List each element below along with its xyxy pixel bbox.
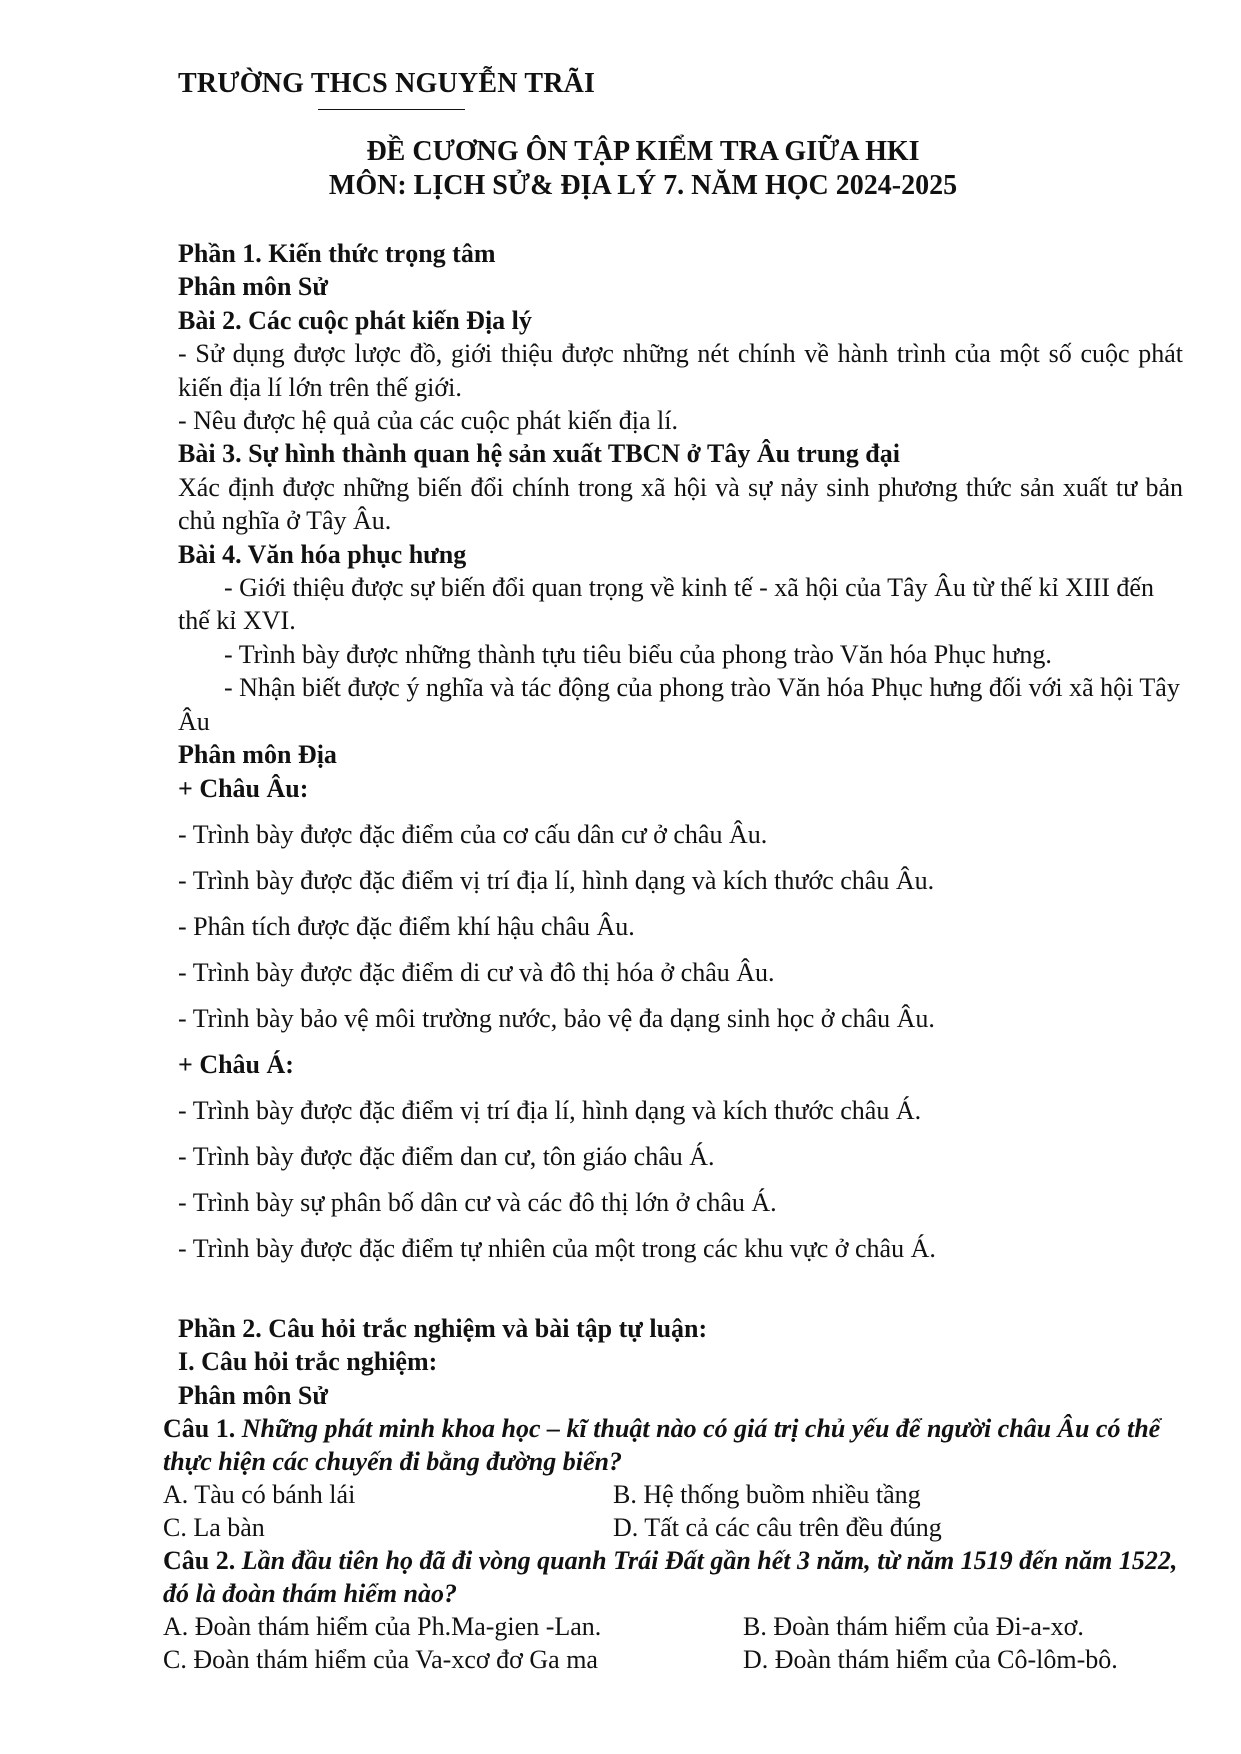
question-text: Lần đầu tiên họ đã đi vòng quanh Trái Đất gần hết 3 năm, từ năm 1519 đến năm 1522, đó là đoàn thám hiểm nào? bbox=[163, 1546, 1178, 1608]
answer-option: C. Đoàn thám hiểm của Va-xcơ đơ Ga ma bbox=[163, 1645, 598, 1674]
document-subtitle: MÔN: LỊCH SỬ& ĐỊA LÝ 7. NĂM HỌC 2024-2025 bbox=[328, 170, 958, 201]
document-title: ĐỀ CƯƠNG ÔN TẬP KIỂM TRA GIỮA HKI bbox=[366, 136, 920, 167]
lesson2-item: - Nêu được hệ quả của các cuộc phát kiến địa lí. bbox=[178, 406, 678, 436]
europe-item: - Trình bày được đặc điểm di cư và đô thị hóa ở châu Âu. bbox=[178, 957, 775, 987]
question-2 bbox=[163, 1544, 1183, 1610]
lesson3-title: Bài 3. Sự hình thành quan hệ sản xuất TBCN ở Tây Âu trung đại bbox=[178, 439, 900, 469]
question-text: Những phát minh khoa học – kĩ thuật nào có giá trị chủ yếu để người châu Âu có thể thực hiện các chuyến đi bằng đường biển? bbox=[163, 1414, 1161, 1476]
answer-option: D. Đoàn thám hiểm của Cô-lôm-bô. bbox=[743, 1645, 1118, 1674]
question-label: Câu 2. bbox=[163, 1546, 236, 1575]
answer-option: B. Đoàn thám hiểm của Đi-a-xơ. bbox=[743, 1612, 1084, 1641]
lesson2-item: - Sử dụng được lược đồ, giới thiệu được những nét chính về hành trình của một số cuộc phát kiến địa lí lớn trên thế giới. bbox=[178, 339, 1183, 402]
asia-item: - Trình bày được đặc điểm dan cư, tôn giáo châu Á. bbox=[178, 1142, 715, 1172]
question-2-options bbox=[163, 1610, 1183, 1676]
question-label: Câu 1. bbox=[163, 1414, 236, 1443]
europe-heading: + Châu Âu: bbox=[178, 773, 309, 803]
question-1-options bbox=[163, 1478, 1183, 1544]
geography-subject-heading: Phân môn Địa bbox=[178, 740, 337, 770]
answer-option: A. Tàu có bánh lái bbox=[163, 1480, 356, 1509]
europe-item: - Trình bày được đặc điểm của cơ cấu dân cư ở châu Âu. bbox=[178, 819, 768, 849]
geography-section bbox=[178, 738, 1183, 1265]
asia-heading: + Châu Á: bbox=[178, 1049, 294, 1079]
europe-item: - Trình bày được đặc điểm vị trí địa lí, hình dạng và kích thước châu Âu. bbox=[178, 865, 935, 895]
school-name-underline bbox=[318, 109, 465, 110]
lesson2-title: Bài 2. Các cuộc phát kiến Địa lý bbox=[178, 305, 532, 335]
answer-option: D. Tất cả các câu trên đều đúng bbox=[613, 1513, 942, 1542]
quiz-section bbox=[163, 1412, 1183, 1676]
school-name: TRƯỜNG THCS NGUYỄN TRÃI bbox=[178, 68, 596, 99]
answer-option: B. Hệ thống buồm nhiều tầng bbox=[613, 1480, 921, 1509]
part1-heading: Phần 1. Kiến thức trọng tâm bbox=[178, 239, 496, 268]
answer-option: A. Đoàn thám hiểm của Ph.Ma-gien -Lan. bbox=[163, 1612, 602, 1641]
part2-headings bbox=[178, 1312, 1183, 1412]
lesson3-text: Xác định được những biến đổi chính trong xã hội và sự nảy sinh phương thức sản xuất tư bản chủ nghĩa ở Tây Âu. bbox=[178, 472, 1183, 536]
multiple-choice-heading: I. Câu hỏi trắc nghiệm: bbox=[178, 1347, 438, 1377]
asia-item: - Trình bày được đặc điểm vị trí địa lí, hình dạng và kích thước châu Á. bbox=[178, 1096, 922, 1126]
lesson4-item: - Nhận biết được ý nghĩa và tác động của phong trào Văn hóa Phục hưng đối với xã hội Tây Âu bbox=[178, 673, 1180, 736]
part2-history-heading: Phân môn Sử bbox=[178, 1380, 328, 1410]
europe-item: - Trình bày bảo vệ môi trường nước, bảo vệ đa dạng sinh học ở châu Âu. bbox=[178, 1003, 935, 1033]
europe-item: - Phân tích được đặc điểm khí hậu châu Âu. bbox=[178, 911, 635, 941]
answer-option: C. La bàn bbox=[163, 1513, 265, 1542]
history-subject-heading: Phân môn Sử bbox=[178, 272, 328, 302]
question-1 bbox=[163, 1412, 1183, 1478]
part1-section bbox=[178, 237, 1183, 1265]
asia-item: - Trình bày được đặc điểm tự nhiên của một trong các khu vực ở châu Á. bbox=[178, 1234, 936, 1264]
lesson4-title: Bài 4. Văn hóa phục hưng bbox=[178, 539, 467, 569]
part2-heading: Phần 2. Câu hỏi trắc nghiệm và bài tập tự luận: bbox=[178, 1314, 708, 1343]
asia-item: - Trình bày sự phân bố dân cư và các đô thị lớn ở châu Á. bbox=[178, 1188, 777, 1218]
lesson4-item: - Trình bày được những thành tựu tiêu biểu của phong trào Văn hóa Phục hưng. bbox=[224, 639, 1052, 669]
lesson4-item: - Giới thiệu được sự biến đổi quan trọng về kinh tế - xã hội của Tây Âu từ thế kỉ XIII đến thế kỉ XVI. bbox=[178, 573, 1154, 636]
